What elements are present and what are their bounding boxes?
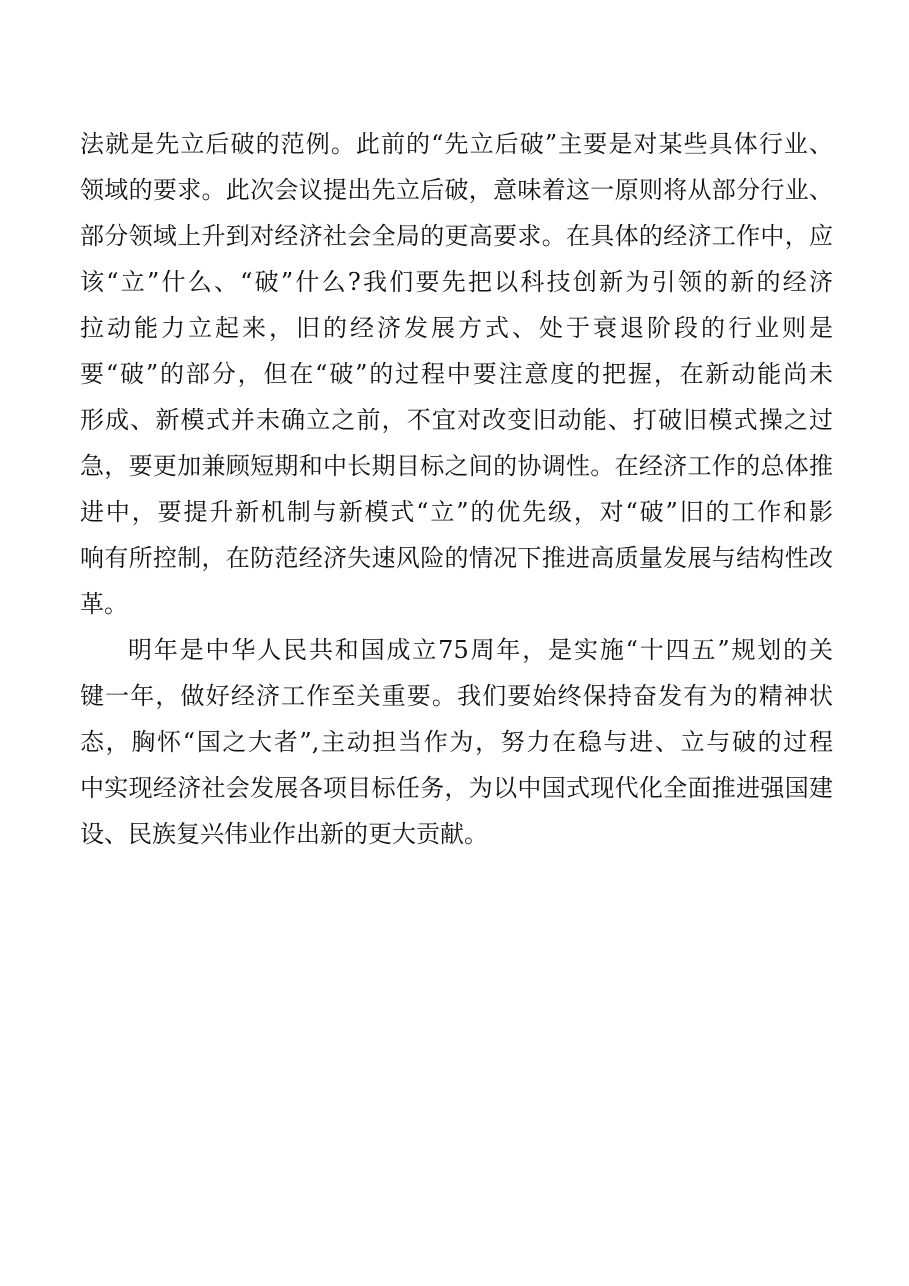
paragraph-1-line-7: 形成、新模式并未确立之前，不宜对改变旧动能、打破旧模式操之过 bbox=[80, 406, 833, 434]
paragraph-1-line-2: 领域的要求。此次会议提出先立后破，意味着这一原则将从部分行业、 bbox=[80, 176, 833, 204]
paragraph-1-line-11: 革。 bbox=[80, 590, 128, 618]
paragraph-2-line-4: 中实现经济社会发展各项目标任务，为以中国式现代化全面推进强国建 bbox=[80, 774, 833, 802]
paragraph-1-line-1: 法就是先立后破的范例。此前的“先立后破”主要是对某些具体行业、 bbox=[80, 130, 833, 158]
paragraph-1-line-9: 进中，要提升新机制与新模式“立”的优先级，对“破”旧的工作和影 bbox=[80, 498, 833, 526]
paragraph-1-line-4: 该“立”什么、“破”什么?我们要先把以科技创新为引领的新的经济 bbox=[80, 268, 833, 296]
paragraph-1-line-5: 拉动能力立起来，旧的经济发展方式、处于衰退阶段的行业则是 bbox=[80, 314, 833, 342]
paragraph-1-line-8: 急，要更加兼顾短期和中长期目标之间的协调性。在经济工作的总体推 bbox=[80, 452, 833, 480]
paragraph-2-line-2: 键一年，做好经济工作至关重要。我们要始终保持奋发有为的精神状 bbox=[80, 682, 833, 710]
paragraph-2-line-3: 态，胸怀“国之大者”,主动担当作为，努力在稳与进、立与破的过程 bbox=[80, 728, 833, 756]
paragraph-1-line-6: 要“破”的部分，但在“破”的过程中要注意度的把握，在新动能尚未 bbox=[80, 360, 833, 388]
paragraph-1-line-10: 响有所控制，在防范经济失速风险的情况下推进高质量发展与结构性改 bbox=[80, 544, 833, 572]
paragraph-1-line-3: 部分领域上升到对经济社会全局的更高要求。在具体的经济工作中，应 bbox=[80, 222, 833, 250]
paragraph-2-line-1: 明年是中华人民共和国成立75周年，是实施“十四五”规划的关 bbox=[128, 636, 833, 664]
paragraph-2-line-5: 设、民族复兴伟业作出新的更大贡献。 bbox=[80, 820, 488, 848]
